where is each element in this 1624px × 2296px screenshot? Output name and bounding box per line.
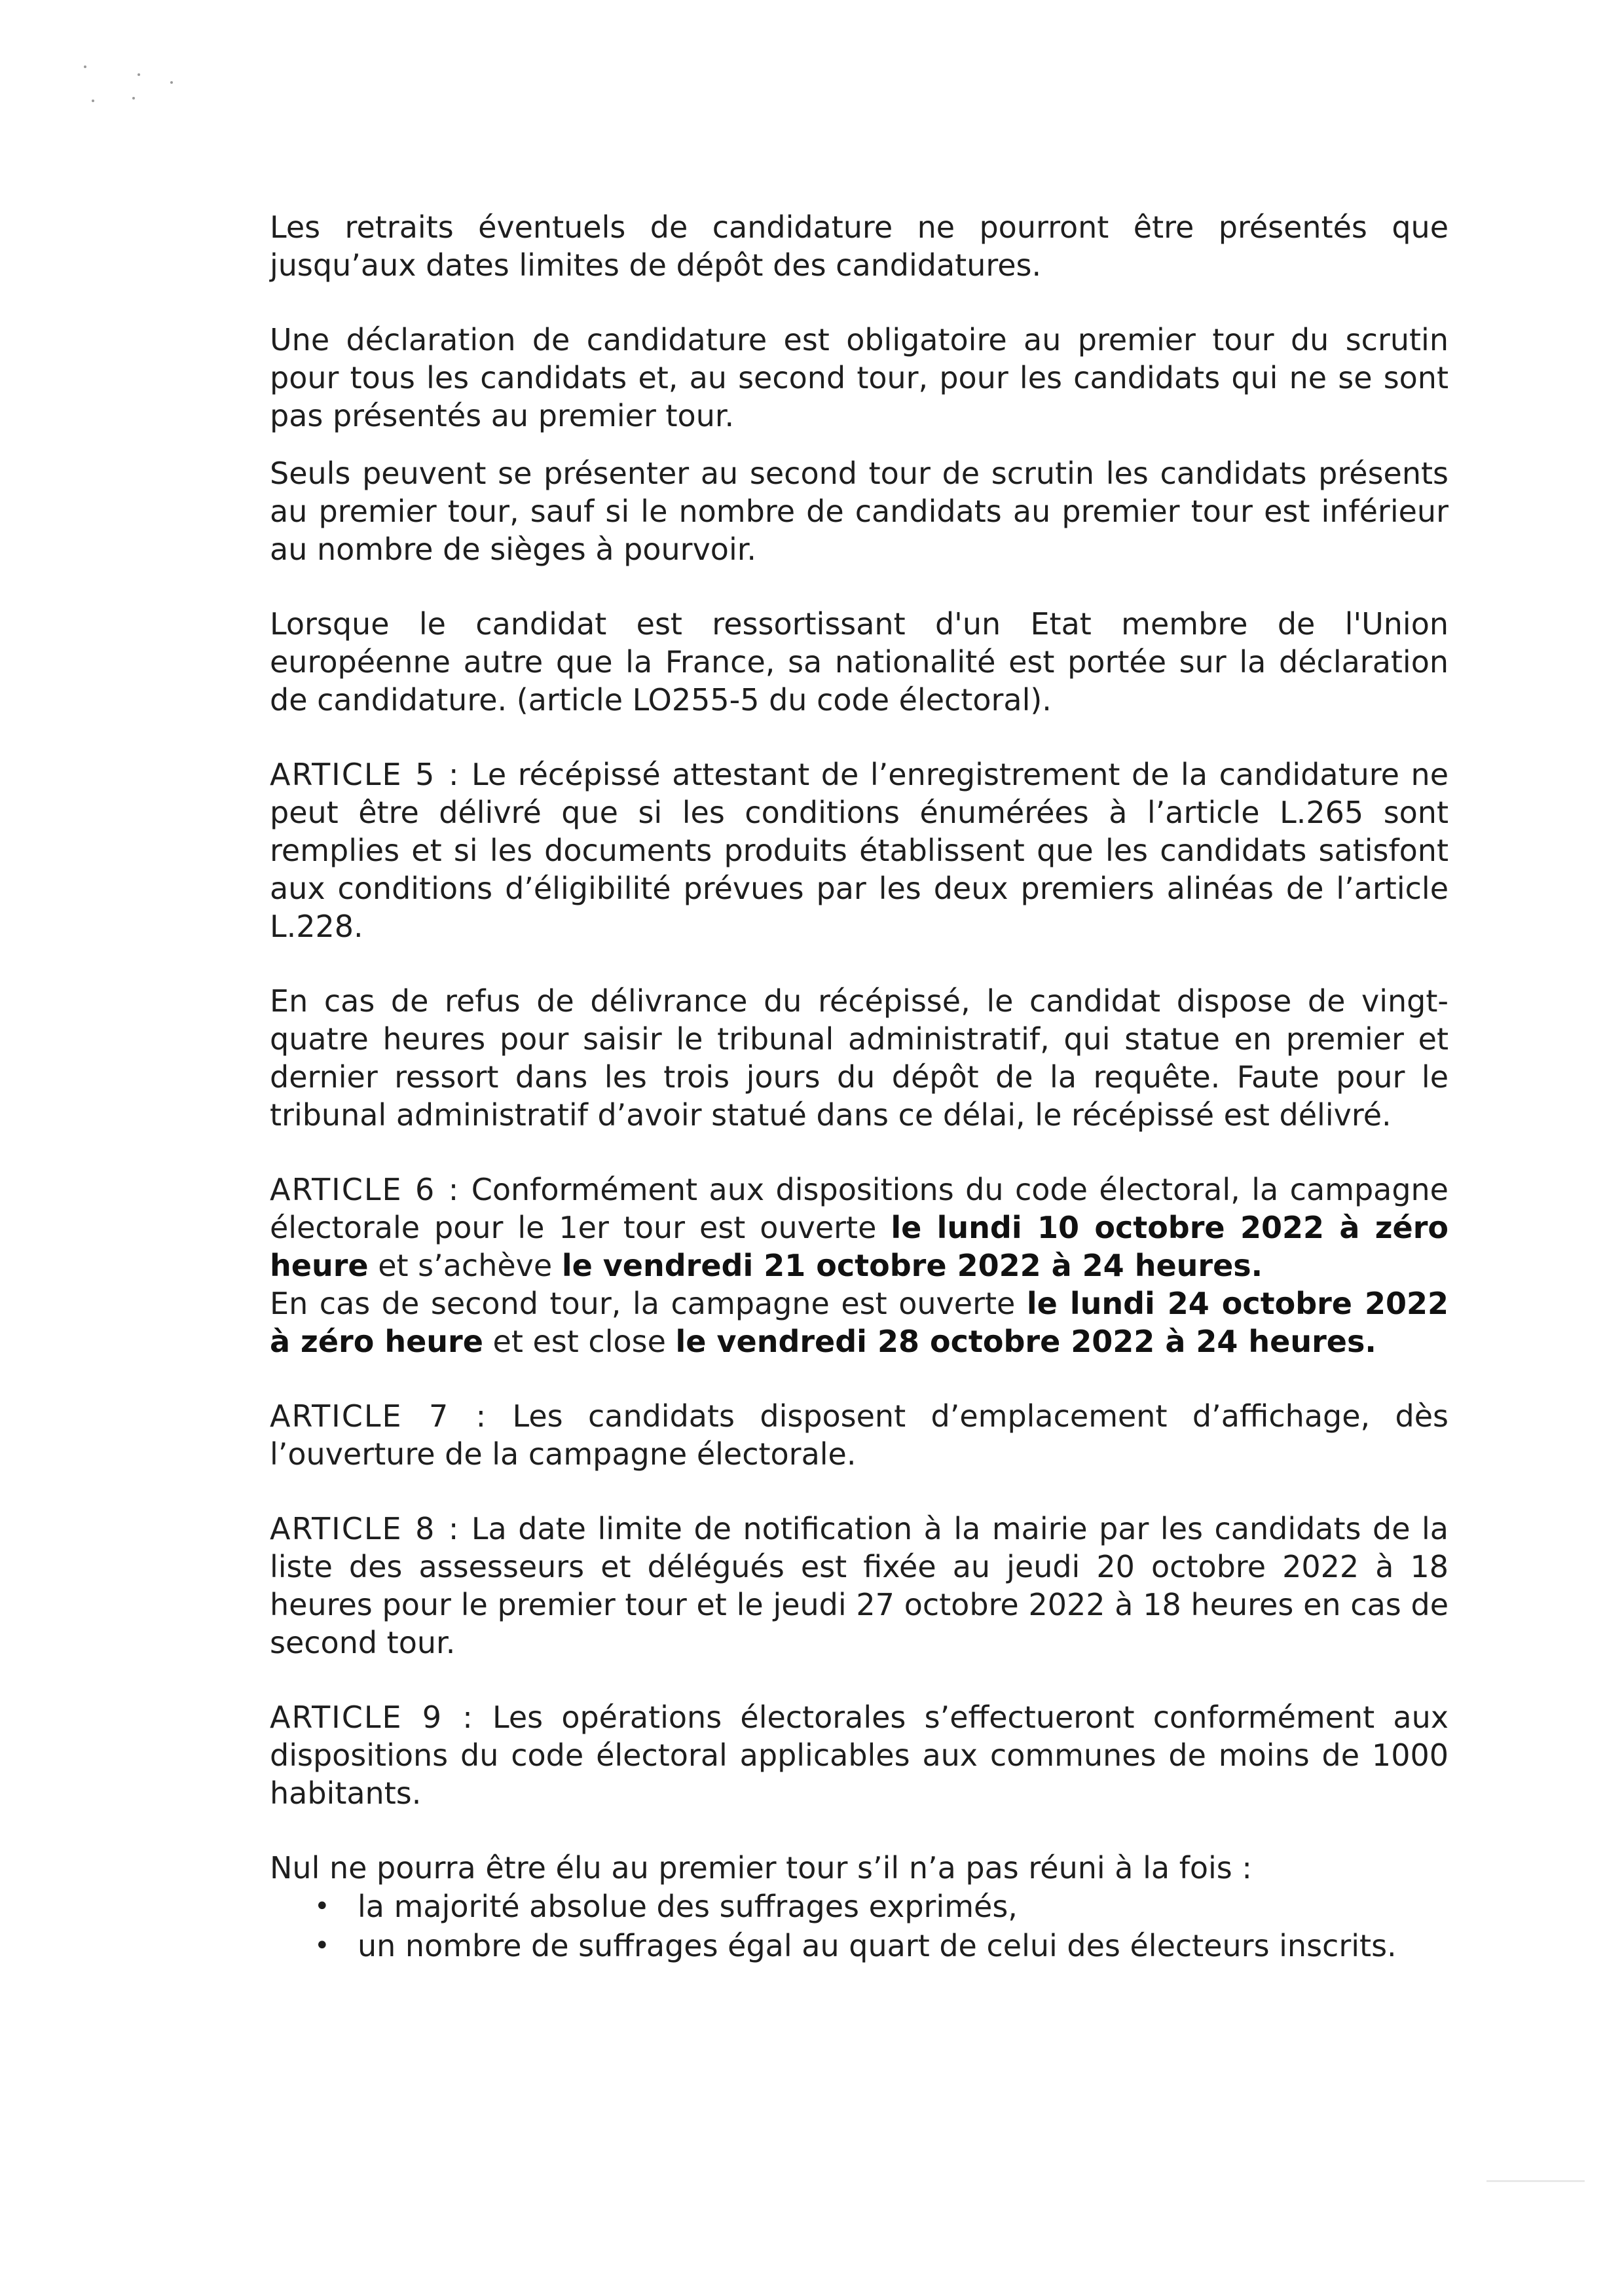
article-6-text-1: Conformément aux dispositions du code électoral, la campagne électorale pour le 1er tour est ouverte xyxy=(270,1172,1449,1245)
article-5-text: Le récépissé attestant de l’enregistrement de la candidature ne peut être délivré que si les conditions énumérées à l’article L.265 sont remplies et si les documents produits établissent que les candidats satisfont aux conditions d’éligibilité prévues par les deux premiers alinéas de l’article L.228. xyxy=(270,757,1449,944)
article-6-date-second-open: le lundi 24 octobre 2022 à zéro heure xyxy=(270,1286,1449,1359)
article-7 xyxy=(270,1397,1449,1473)
article-6-label: ARTICLE 6 : xyxy=(270,1172,460,1207)
article-9-text: Les opérations électorales s’effectueront conformément aux dispositions du code électoral applicables aux communes de moins de 1000 habitants. xyxy=(270,1700,1449,1811)
paragraph-eu-nationality: Lorsque le candidat est ressortissant d'un Etat membre de l'Union européenne autre que la France, sa nationalité est portée sur la déclaration de candidature. (article LO255-5 du code électoral). xyxy=(270,606,1449,718)
article-8-text: La date limite de notification à la mairie par les candidats de la liste des assesseurs et délégués est fixée au jeudi 20 octobre 2022 à 18 heures pour le premier tour et le jeudi 27 octobre 2022 à 18 heures en cas de second tour. xyxy=(270,1511,1449,1660)
document-body xyxy=(270,208,1449,1965)
article-5-label: ARTICLE 5 : xyxy=(270,757,460,792)
list-item-text: un nombre de suffrages égal au quart de celui des électeurs inscrits. xyxy=(358,1928,1397,1963)
list-item xyxy=(314,1887,1449,1926)
conditions-list xyxy=(270,1887,1449,1965)
article-6-text-3: En cas de second tour, la campagne est ouverte xyxy=(270,1286,1027,1321)
list-item xyxy=(314,1926,1449,1965)
article-7-label: ARTICLE 7 : xyxy=(270,1398,488,1434)
article-6-text-2: et s’achève xyxy=(368,1248,562,1283)
scan-speck xyxy=(92,100,94,102)
paragraph-second-round: Seuls peuvent se présenter au second tour de scrutin les candidats présents au premier tour, sauf si le nombre de candidats au premier tour est inférieur au nombre de sièges à pourvoir. xyxy=(270,456,1449,567)
article-8-label: ARTICLE 8 : xyxy=(270,1511,460,1546)
bullet-icon: • xyxy=(314,1891,330,1922)
scan-speck xyxy=(84,65,86,68)
paragraph-withdrawal: Les retraits éventuels de candidature ne pourront être présentés que jusqu’aux dates limites de dépôt des candidatures. xyxy=(270,210,1449,283)
article-6 xyxy=(270,1171,1449,1360)
article-9-label: ARTICLE 9 : xyxy=(270,1700,474,1735)
bullet-icon: • xyxy=(314,1931,330,1961)
scan-specks xyxy=(72,59,203,111)
article-6-date-second-close: le vendredi 28 octobre 2022 à 24 heures. xyxy=(675,1324,1376,1359)
paragraph-refusal: En cas de refus de délivrance du récépissé, le candidat dispose de vingt-quatre heures pour saisir le tribunal administratif, qui statue en premier et dernier ressort dans les trois jours du dépôt de la requête. Faute pour le tribunal administratif d’avoir statué dans ce délai, le récépissé est délivré. xyxy=(270,983,1449,1133)
scan-speck xyxy=(132,97,135,100)
article-6-text-4: et est close xyxy=(483,1324,676,1359)
article-9 xyxy=(270,1698,1449,1812)
paragraph-election-conditions: Nul ne pourra être élu au premier tour s’il n’a pas réuni à la fois : xyxy=(270,1850,1252,1886)
article-5 xyxy=(270,756,1449,945)
paragraph-declaration: Une déclaration de candidature est obligatoire au premier tour du scrutin pour tous les candidats et, au second tour, pour les candidats qui ne se sont pas présentés au premier tour. xyxy=(270,322,1449,433)
scan-speck xyxy=(170,81,173,84)
article-8 xyxy=(270,1510,1449,1662)
article-6-date-close: le vendredi 21 octobre 2022 à 24 heures. xyxy=(561,1248,1263,1283)
list-item-text: la majorité absolue des suffrages exprimés, xyxy=(358,1889,1018,1924)
article-7-text: Les candidats disposent d’emplacement d’affichage, dès l’ouverture de la campagne électorale. xyxy=(270,1398,1449,1472)
article-6-date-open: le lundi 10 octobre 2022 à zéro heure xyxy=(270,1210,1449,1283)
scan-edge-mark xyxy=(1486,2180,1585,2182)
scan-speck xyxy=(138,73,140,76)
